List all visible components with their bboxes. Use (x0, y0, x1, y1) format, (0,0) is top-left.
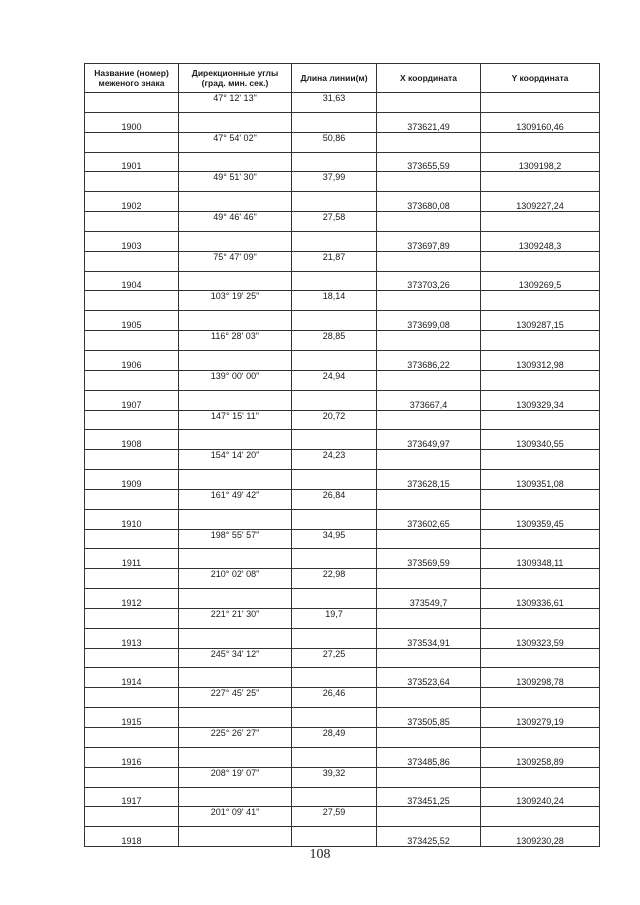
angle-cell (179, 231, 292, 251)
point-row (85, 152, 600, 172)
segment-row (85, 172, 600, 192)
length-cell (292, 152, 377, 172)
segment-row (85, 93, 600, 113)
angle-cell (179, 470, 292, 490)
header-y: Y координата (481, 64, 600, 93)
directional-angle: 245° 34' 12" (179, 648, 292, 668)
x-coordinate: 373549,7 (377, 589, 481, 609)
directional-angle: 116° 28' 03" (179, 331, 292, 351)
point-name: 1906 (85, 350, 179, 370)
name-cell (85, 489, 179, 509)
y-coordinate: 1309287,15 (481, 311, 600, 331)
point-name: 1903 (85, 231, 179, 251)
y-cell (481, 93, 600, 113)
point-name: 1902 (85, 192, 179, 212)
x-coordinate: 373621,49 (377, 112, 481, 132)
y-cell (481, 648, 600, 668)
length-cell (292, 827, 377, 847)
point-name: 1912 (85, 589, 179, 609)
x-cell (377, 172, 481, 192)
y-cell (481, 331, 600, 351)
y-cell (481, 608, 600, 628)
line-length: 39,32 (292, 767, 377, 787)
point-name: 1901 (85, 152, 179, 172)
name-cell (85, 569, 179, 589)
y-cell (481, 172, 600, 192)
angle-cell: 47° 12' 13" (179, 93, 292, 113)
line-length: 27,58 (292, 212, 377, 232)
point-name: 1910 (85, 509, 179, 529)
length-cell (292, 231, 377, 251)
segment-row (85, 688, 600, 708)
y-coordinate: 1309351,08 (481, 470, 600, 490)
x-coordinate: 373425,52 (377, 827, 481, 847)
directional-angle: 210° 02' 08" (179, 569, 292, 589)
point-name: 1907 (85, 390, 179, 410)
y-cell (481, 212, 600, 232)
segment-row (85, 648, 600, 668)
length-cell (292, 350, 377, 370)
directional-angle: 47° 54' 02" (179, 132, 292, 152)
y-cell (481, 489, 600, 509)
line-length: 37,99 (292, 172, 377, 192)
name-cell (85, 370, 179, 390)
point-name: 1908 (85, 430, 179, 450)
page-number: 108 (309, 847, 331, 862)
segment-row (85, 728, 600, 748)
x-coordinate: 373680,08 (377, 192, 481, 212)
angle-cell (179, 827, 292, 847)
x-cell (377, 370, 481, 390)
line-length: 34,95 (292, 529, 377, 549)
x-cell (377, 728, 481, 748)
name-cell (85, 529, 179, 549)
point-row (85, 549, 600, 569)
header-name: Название (номер) меженого знака (85, 64, 179, 93)
segment-row (85, 132, 600, 152)
x-coordinate: 373699,08 (377, 311, 481, 331)
point-row (85, 390, 600, 410)
angle-cell (179, 112, 292, 132)
x-cell (377, 489, 481, 509)
angle-cell (179, 628, 292, 648)
angle-cell (179, 192, 292, 212)
x-cell (377, 688, 481, 708)
name-cell (85, 132, 179, 152)
directional-angle: 154° 14' 20" (179, 450, 292, 470)
y-coordinate: 1309329,34 (481, 390, 600, 410)
line-length: 24,23 (292, 450, 377, 470)
point-name: 1916 (85, 747, 179, 767)
directional-angle: 49° 51' 30" (179, 172, 292, 192)
segment-row (85, 370, 600, 390)
x-coordinate: 373451,25 (377, 787, 481, 807)
segment-row (85, 212, 600, 232)
x-coordinate: 373697,89 (377, 231, 481, 251)
angle-cell (179, 271, 292, 291)
line-length: 21,87 (292, 251, 377, 271)
x-coordinate: 373485,86 (377, 747, 481, 767)
y-coordinate: 1309340,55 (481, 430, 600, 450)
length-cell (292, 311, 377, 331)
length-cell (292, 589, 377, 609)
y-cell (481, 370, 600, 390)
segment-row (85, 767, 600, 787)
line-length: 28,85 (292, 331, 377, 351)
angle-cell (179, 350, 292, 370)
x-coordinate: 373569,59 (377, 549, 481, 569)
x-cell (377, 767, 481, 787)
point-name: 1913 (85, 628, 179, 648)
point-row (85, 509, 600, 529)
angle-cell (179, 589, 292, 609)
x-cell (377, 212, 481, 232)
angle-cell (179, 747, 292, 767)
x-coordinate: 373523,64 (377, 668, 481, 688)
angle-cell (179, 787, 292, 807)
angle-cell (179, 708, 292, 728)
length-cell (292, 390, 377, 410)
point-row (85, 311, 600, 331)
point-name: 1918 (85, 827, 179, 847)
y-coordinate: 1309312,98 (481, 350, 600, 370)
name-cell (85, 331, 179, 351)
point-row (85, 827, 600, 847)
point-row (85, 430, 600, 450)
directional-angle: 225° 26' 27" (179, 728, 292, 748)
x-coordinate: 373667,4 (377, 390, 481, 410)
length-cell (292, 787, 377, 807)
line-length: 50,86 (292, 132, 377, 152)
directional-angle: 208° 19' 07" (179, 767, 292, 787)
directional-angle: 49° 46' 46" (179, 212, 292, 232)
y-coordinate: 1309160,46 (481, 112, 600, 132)
point-name: 1900 (85, 112, 179, 132)
directional-angle: 227° 45' 25" (179, 688, 292, 708)
name-cell (85, 212, 179, 232)
y-cell (481, 688, 600, 708)
x-cell (377, 93, 481, 113)
length-cell (292, 112, 377, 132)
line-length: 26,46 (292, 688, 377, 708)
point-name: 1911 (85, 549, 179, 569)
x-cell (377, 569, 481, 589)
angle-cell (179, 430, 292, 450)
y-coordinate: 1309348,11 (481, 549, 600, 569)
y-cell (481, 291, 600, 311)
name-cell (85, 172, 179, 192)
name-cell (85, 767, 179, 787)
x-coordinate: 373534,91 (377, 628, 481, 648)
length-cell (292, 747, 377, 767)
name-cell (85, 648, 179, 668)
x-coordinate: 373602,65 (377, 509, 481, 529)
point-name: 1909 (85, 470, 179, 490)
point-row (85, 589, 600, 609)
length-cell (292, 509, 377, 529)
x-cell (377, 450, 481, 470)
directional-angle: 103° 19' 25" (179, 291, 292, 311)
point-row (85, 668, 600, 688)
length-cell (292, 708, 377, 728)
x-coordinate: 373649,97 (377, 430, 481, 450)
point-row (85, 112, 600, 132)
point-row (85, 470, 600, 490)
segment-row (85, 569, 600, 589)
x-coordinate: 373505,85 (377, 708, 481, 728)
y-cell (481, 569, 600, 589)
line-length: 18,14 (292, 291, 377, 311)
name-cell (85, 450, 179, 470)
name-cell (85, 807, 179, 827)
point-name: 1905 (85, 311, 179, 331)
line-length: 19,7 (292, 608, 377, 628)
y-cell (481, 807, 600, 827)
segment-row (85, 410, 600, 430)
line-length: 27,59 (292, 807, 377, 827)
length-cell: 31,63 (292, 93, 377, 113)
y-cell (481, 728, 600, 748)
directional-angle: 139° 00' 00" (179, 370, 292, 390)
segment-row (85, 608, 600, 628)
directional-angle: 161° 49' 42" (179, 489, 292, 509)
angle-cell (179, 390, 292, 410)
directional-angle: 75° 47' 09" (179, 251, 292, 271)
y-coordinate: 1309323,59 (481, 628, 600, 648)
y-coordinate: 1309198,2 (481, 152, 600, 172)
x-coordinate: 373628,15 (377, 470, 481, 490)
y-coordinate: 1309258,89 (481, 747, 600, 767)
directional-angle: 201° 09' 41" (179, 807, 292, 827)
length-cell (292, 628, 377, 648)
line-length: 26,84 (292, 489, 377, 509)
point-name: 1904 (85, 271, 179, 291)
name-cell (85, 291, 179, 311)
angle-cell (179, 152, 292, 172)
directional-angle: 147° 15' 11" (179, 410, 292, 430)
x-cell (377, 291, 481, 311)
y-coordinate: 1309336,61 (481, 589, 600, 609)
x-cell (377, 608, 481, 628)
point-row (85, 747, 600, 767)
segment-row (85, 807, 600, 827)
point-row (85, 787, 600, 807)
length-cell (292, 668, 377, 688)
x-cell (377, 648, 481, 668)
y-cell (481, 251, 600, 271)
directional-angle: 221° 21' 30" (179, 608, 292, 628)
name-cell (85, 251, 179, 271)
header-x: X координата (377, 64, 481, 93)
length-cell (292, 430, 377, 450)
x-coordinate: 373686,22 (377, 350, 481, 370)
x-cell (377, 807, 481, 827)
directional-angle: 198° 55' 57" (179, 529, 292, 549)
point-row (85, 231, 600, 251)
point-row (85, 628, 600, 648)
header-length: Длина линии(м) (292, 64, 377, 93)
line-length: 22,98 (292, 569, 377, 589)
y-coordinate: 1309279,19 (481, 708, 600, 728)
angle-cell (179, 549, 292, 569)
y-coordinate: 1309230,28 (481, 827, 600, 847)
point-name: 1914 (85, 668, 179, 688)
y-coordinate: 1309240,24 (481, 787, 600, 807)
y-coordinate: 1309298,78 (481, 668, 600, 688)
x-coordinate: 373655,59 (377, 152, 481, 172)
angle-cell (179, 311, 292, 331)
point-row (85, 350, 600, 370)
point-row (85, 271, 600, 291)
name-cell (85, 728, 179, 748)
y-cell (481, 450, 600, 470)
x-cell (377, 132, 481, 152)
name-cell (85, 410, 179, 430)
point-row (85, 192, 600, 212)
length-cell (292, 192, 377, 212)
x-cell (377, 331, 481, 351)
segment-row (85, 489, 600, 509)
y-coordinate: 1309269,5 (481, 271, 600, 291)
name-cell (85, 93, 179, 113)
point-row (85, 708, 600, 728)
point-name: 1917 (85, 787, 179, 807)
segment-row (85, 331, 600, 351)
segment-row (85, 450, 600, 470)
header-row (85, 64, 600, 93)
angle-cell (179, 509, 292, 529)
y-cell (481, 767, 600, 787)
x-cell (377, 410, 481, 430)
point-name: 1915 (85, 708, 179, 728)
x-cell (377, 251, 481, 271)
line-length: 27,25 (292, 648, 377, 668)
x-cell (377, 529, 481, 549)
header-angle: Дирекционные углы (град. мин. сек.) (179, 64, 292, 93)
y-coordinate: 1309227,24 (481, 192, 600, 212)
length-cell (292, 470, 377, 490)
segment-row (85, 251, 600, 271)
table-header (85, 64, 600, 93)
segment-row (85, 291, 600, 311)
table-body (85, 93, 600, 847)
length-cell (292, 271, 377, 291)
y-cell (481, 529, 600, 549)
length-cell (292, 549, 377, 569)
name-cell (85, 608, 179, 628)
angle-cell (179, 668, 292, 688)
line-length: 24,94 (292, 370, 377, 390)
segment-row (85, 529, 600, 549)
line-length: 20,72 (292, 410, 377, 430)
y-cell (481, 132, 600, 152)
y-cell (481, 410, 600, 430)
coordinates-table (84, 63, 600, 847)
y-coordinate: 1309359,45 (481, 509, 600, 529)
name-cell (85, 688, 179, 708)
line-length: 28,49 (292, 728, 377, 748)
x-coordinate: 373703,26 (377, 271, 481, 291)
y-coordinate: 1309248,3 (481, 231, 600, 251)
